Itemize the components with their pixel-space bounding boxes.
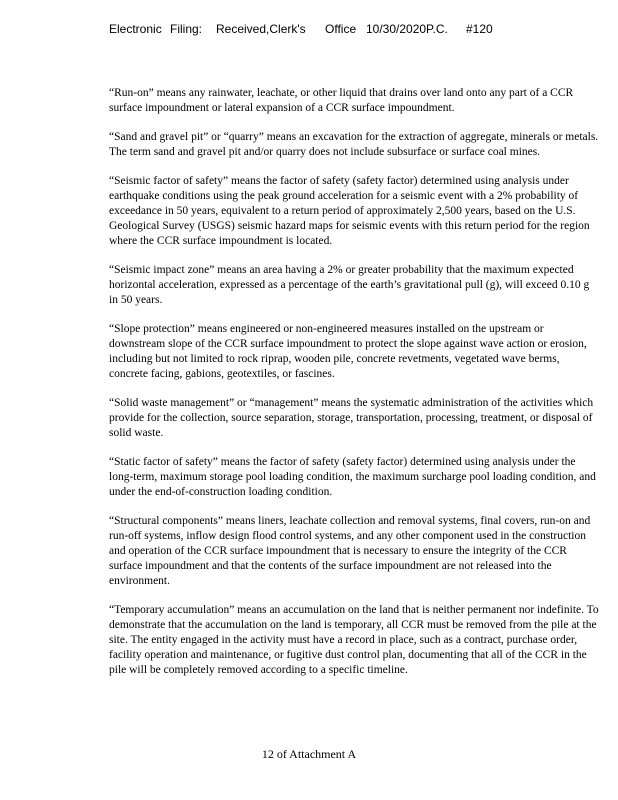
- header-electronic: Electronic: [109, 22, 162, 36]
- document-body: [109, 86, 601, 678]
- header-received: Received,Clerk's: [216, 22, 306, 36]
- page-footer: 12 of Attachment A: [261, 747, 357, 761]
- definition-slope-protection: “Slope protection” means engineered or non-engineered measures installed on the upstream or downstream slope of the CCR surface impoundment to protect the slope against wave action or erosion, including but not limited to rock riprap, wooden pile, concrete revetments, vegetated wave berms, concrete facing, gabions, geotextiles, or fascines.: [109, 323, 587, 380]
- header-date: 10/30/2020P.C.: [366, 22, 448, 36]
- header-number: #120: [466, 22, 493, 36]
- definition-sand-gravel-pit: “Sand and gravel pit” or “quarry” means an excavation for the extraction of aggregate, minerals or metals. The term sand and gravel pit and/or quarry does not include subsurface or surface coal mines.: [109, 131, 599, 158]
- definition-seismic-impact-zone: “Seismic impact zone” means an area having a 2% or greater probability that the maximum expected horizontal acceleration, expressed as a percentage of the earth’s gravitational pull (g), will exceed 0.10 g in 50 years.: [109, 264, 590, 306]
- definition-temporary-accumulation: “Temporary accumulation” means an accumulation on the land that is neither permanent nor indefinite. To demonstrate that the accumulation on the land is temporary, all CCR must be removed from the pile at the site. The entity engaged in the activity must have a record in place, such as a contract, purchase order, facility operation and maintenance, or fugitive dust control plan, documenting that all of the CCR in the pile will be completely removed according to a specific timeline.: [109, 604, 599, 676]
- header-filing: Filing:: [170, 22, 203, 36]
- filing-header: [109, 21, 589, 37]
- definition-run-on: “Run-on” means any rainwater, leachate, or other liquid that drains over land onto any part of a CCR surface impoundment or lateral expansion of a CCR surface impoundment.: [109, 87, 574, 114]
- definition-static-factor-of-safety: “Static factor of safety” means the factor of safety (safety factor) determined using analysis under the long-term, maximum storage pool loading condition, the maximum surcharge pool loading condition, and under the end-of-construction loading condition.: [109, 456, 596, 498]
- header-office: Office: [325, 22, 357, 36]
- definition-structural-components: “Structural components” means liners, leachate collection and removal systems, final covers, run-on and run-off systems, inflow design flood control systems, and any other component used in the construction and operation of the CCR surface impoundment that is necessary to ensure the integrity of the CCR surface impoundment and that the contents of the surface impoundment are not released into the environment.: [109, 515, 591, 587]
- definition-solid-waste-management: “Solid waste management” or “management” means the systematic administration of the activities which provide for the collection, source separation, storage, transportation, processing, treatment, or disposal of solid waste.: [109, 397, 594, 439]
- definition-seismic-factor-of-safety: “Seismic factor of safety” means the factor of safety (safety factor) determined using analysis under earthquake conditions using the peak ground acceleration for a seismic event with a 2% probability of exceedance in 50 years, equivalent to a return period of approximately 2,500 years, based on the U.S. Geological Survey (USGS) seismic hazard maps for seismic events with this return period for the region where the CCR surface impoundment is located.: [109, 175, 590, 247]
